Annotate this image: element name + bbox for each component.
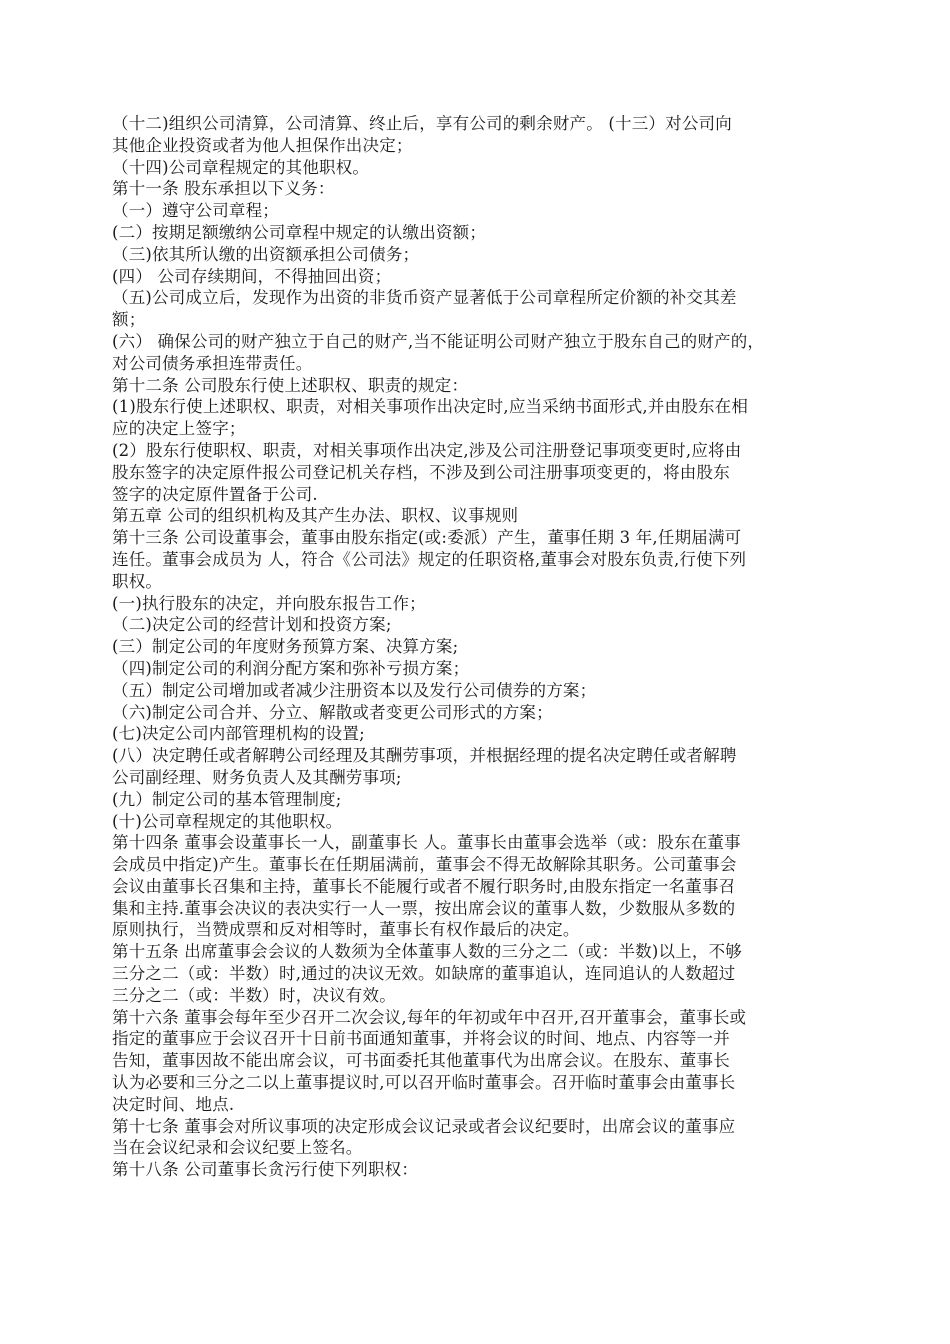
text-line: 决定时间、地点. <box>112 1094 235 1114</box>
text-line: （五)公司成立后，发现作为出资的非货币资产显著低于公司章程所定价额的补交其差 <box>112 288 737 308</box>
text-line: 三分之二（或：半数）时,通过的决议无效。如缺席的董事追认，连同追认的人数超过 <box>112 964 736 984</box>
text-line: (一)执行股东的决定，并向股东报告工作； <box>112 593 426 613</box>
text-line: 其他企业投资或者为他人担保作出决定； <box>112 135 413 155</box>
text-line: 集和主持.董事会决议的表决实行一人一票，按出席会议的董事人数，少数服从多数的 <box>112 898 736 918</box>
text-line: 股东签字的决定原件报公司登记机关存档，不涉及到公司注册事项变更的，将由股东 <box>112 462 730 482</box>
article-heading: 第十六条 董事会每年至少召开二次会议,每年的年初或年中召开,召开董事会，董事长或 <box>112 1007 747 1027</box>
text-line: (1)股东行使上述职权、职责，对相关事项作出决定时,应当采纳书面形式,并由股东在相 <box>112 397 749 417</box>
text-line: 签字的决定原件置备于公司. <box>112 484 318 504</box>
text-line: (七)决定公司内部管理机构的设置; <box>112 724 365 744</box>
article-heading: 第十三条 公司设董事会，董事由股东指定(或:委派）产生，董事任期 3 年,任期届满可 <box>112 528 742 548</box>
text-line: 原则执行，当赞成票和反对相等时，董事长有权作最后的决定。 <box>112 920 580 940</box>
text-line: 当在会议纪录和会议纪要上签名。 <box>112 1138 363 1158</box>
article-heading: 第十八条 公司董事长贪污行使下列职权： <box>112 1160 419 1180</box>
text-line: (十)公司章程规定的其他职权。 <box>112 811 343 831</box>
article-heading: 第十七条 董事会对所议事项的决定形成会议记录或者会议纪要时，出席会议的董事应 <box>112 1116 736 1136</box>
text-line: 对公司债务承担连带责任。 <box>112 353 313 373</box>
text-line: 会议由董事长召集和主持，董事长不能履行或者不履行职务时,由股东指定一名董事召 <box>112 876 736 896</box>
text-line: 指定的董事应于会议召开十日前书面通知董事，并将会议的时间、地点、内容等一并 <box>112 1029 730 1049</box>
article-heading: 第十四条 董事会设董事长一人，副董事长 人。董事长由董事会选举（或：股东在董事 <box>112 833 741 853</box>
text-line: （四)制定公司的利润分配方案和弥补亏损方案； <box>112 658 470 678</box>
text-line: (九）制定公司的基本管理制度; <box>112 789 342 809</box>
text-line: （十二)组织公司清算，公司清算、终止后，享有公司的剩余财产。 (十三）对公司向 <box>112 114 732 133</box>
text-line: (二）按期足额缴纳公司章程中规定的认缴出资额； <box>112 222 487 242</box>
text-line: （三)依其所认缴的出资额承担公司债务； <box>112 244 420 264</box>
text-line: 额； <box>112 310 146 330</box>
text-line: 会成员中指定)产生。董事长在任期届满前，董事会不得无故解除其职务。公司董事会 <box>112 855 737 875</box>
text-line: (六） 确保公司的财产独立于自己的财产,当不能证明公司财产独立于股东自己的财产的， <box>112 331 765 351</box>
text-line: 三分之二（或：半数）时，决议有效。 <box>112 985 396 1005</box>
text-line: （十四)公司章程规定的其他职权。 <box>112 157 370 177</box>
text-line: (八）决定聘任或者解聘公司经理及其酬劳事项，并根据经理的提名决定聘任或者解聘 <box>112 746 737 766</box>
text-line: 连任。董事会成员为 人，符合《公司法》规定的任职资格,董事会对股东负责,行使下列 <box>112 549 747 569</box>
text-line: (四） 公司存续期间，不得抽回出资； <box>112 266 392 286</box>
text-line: (2）股东行使职权、职责，对相关事项作出决定,涉及公司注册登记事项变更时,应将由 <box>112 440 742 460</box>
text-line: （五）制定公司增加或者减少注册资本以及发行公司债券的方案； <box>112 680 597 700</box>
text-line: 应的决定上签字； <box>112 419 246 439</box>
text-line: 告知，董事因故不能出席会议，可书面委托其他董事代为出席会议。在股东、董事长 <box>112 1051 730 1071</box>
article-heading: 第十五条 出席董事会会议的人数须为全体董事人数的三分之二（或：半数)以上，不够 <box>112 942 742 962</box>
chapter-heading: 第五章 公司的组织机构及其产生办法、职权、议事规则 <box>112 506 519 526</box>
text-line: (三）制定公司的年度财务预算方案、决算方案; <box>112 637 459 657</box>
text-line: （二)决定公司的经营计划和投资方案; <box>112 615 392 635</box>
text-line: 职权。 <box>112 571 163 591</box>
text-line: （六)制定公司合并、分立、解散或者变更公司形式的方案； <box>112 702 553 722</box>
text-line: （一）遵守公司章程； <box>112 201 279 221</box>
text-line: 认为必要和三分之二以上董事提议时,可以召开临时董事会。召开临时董事会由董事长 <box>112 1073 736 1093</box>
text-line: 公司副经理、财务负责人及其酬劳事项; <box>112 767 402 787</box>
document-body <box>112 113 847 1181</box>
article-heading: 第十一条 股东承担以下义务： <box>112 179 335 199</box>
article-heading: 第十二条 公司股东行使上述职权、职责的规定： <box>112 375 469 395</box>
